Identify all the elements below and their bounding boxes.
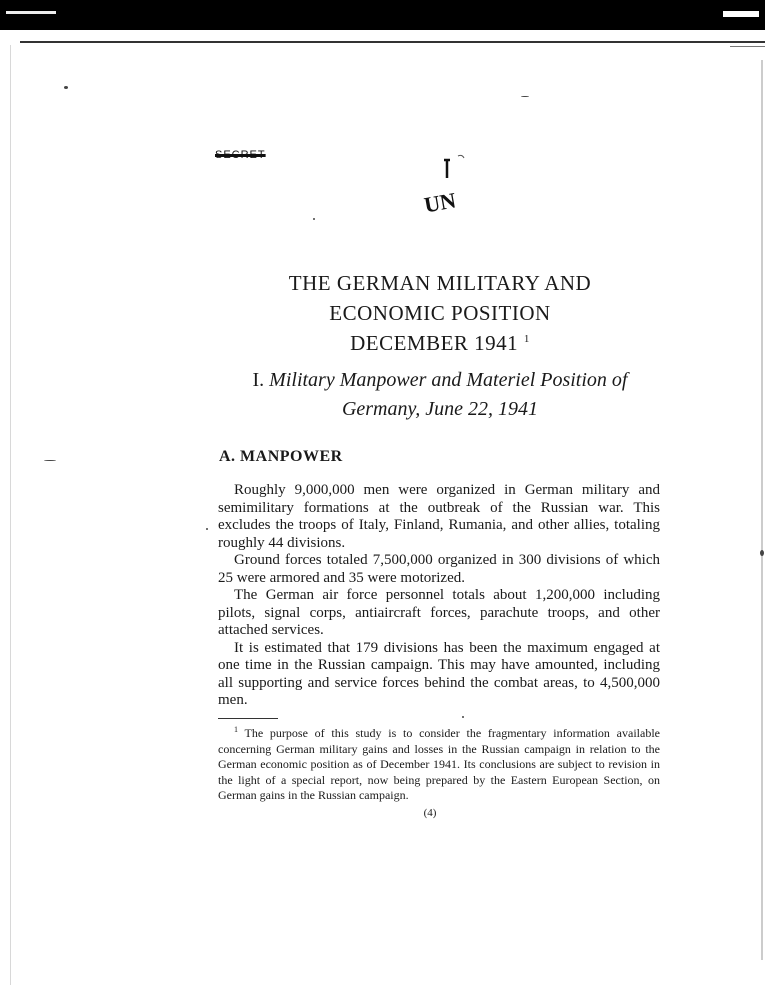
page-left-edge: [10, 45, 11, 985]
scan-speck: [313, 218, 315, 220]
scan-speck: [206, 528, 208, 530]
title-line-3: [240, 328, 640, 358]
paragraph: Roughly 9,000,000 men were organized in German military and semimilitary formations at the outbreak of the Russian war. This excludes the troops of Italy, Finland, Rumania, and other allies, totaling roughly 44 divisions.: [218, 482, 660, 551]
paragraph: The German air force personnel totals about 1,200,000 including pilots, signal corps, antiaircraft forces, parachute troops, and other attached services.: [218, 587, 660, 638]
body-text: [218, 482, 660, 710]
paragraph: Ground forces totaled 7,500,000 organized in 300 divisions of which 25 were armored and 35 were motorized.: [218, 552, 660, 586]
scan-artifact: [723, 11, 759, 17]
classification-marking: SECRET: [215, 149, 266, 161]
title-footnote-marker: 1: [523, 333, 530, 345]
scan-speck: [64, 86, 68, 89]
footnote: [218, 726, 660, 804]
scan-artifact: [6, 11, 56, 14]
declassification-stamp: [420, 152, 480, 222]
subtitle-text-1: Military Manpower and Materiel Position of: [269, 369, 628, 391]
subtitle-numeral: I.: [252, 369, 265, 391]
footnote-marker: 1: [234, 725, 238, 734]
paragraph: It is estimated that 179 divisions has been the maximum engaged at one time in the Russian campaign. This may have amounted, including all supporting and service forces behind the combat areas, to 4,500,000 men.: [218, 639, 660, 708]
title-date: DECEMBER 1941: [350, 331, 519, 355]
section-heading: A. MANPOWER: [219, 448, 343, 465]
subtitle-line-1: [230, 366, 650, 394]
scan-speck: [760, 550, 764, 556]
stamp-fragment-text: UN: [422, 187, 458, 218]
scan-top-border: [0, 0, 765, 30]
footnote-text: The purpose of this study is to consider the fragmentary information available concerning German military gains and losses in the Russian campaign in relation to the German economic position as of December 1941. Its conclusions are subject to revision in the light of a special report, now being prepared by the Eastern European Section, on German gains in the Russian campaign.: [218, 726, 660, 802]
subtitle-line-2: [230, 395, 650, 423]
scan-speck: [44, 460, 56, 461]
title-line-1: THE GERMAN MILITARY AND: [288, 271, 592, 295]
page-top-rule: [20, 41, 765, 43]
title-line-2: ECONOMIC POSITION: [329, 301, 551, 325]
footnote-divider: [218, 718, 278, 719]
subtitle-text-2: Germany, June 22, 1941: [341, 398, 539, 420]
page-right-edge: [761, 60, 763, 960]
page-top-rule-tail: [730, 46, 765, 47]
scan-speck: [521, 96, 529, 97]
page-number: (4): [423, 807, 437, 819]
scan-speck: [462, 716, 464, 718]
stamp-graphic: [420, 152, 480, 222]
